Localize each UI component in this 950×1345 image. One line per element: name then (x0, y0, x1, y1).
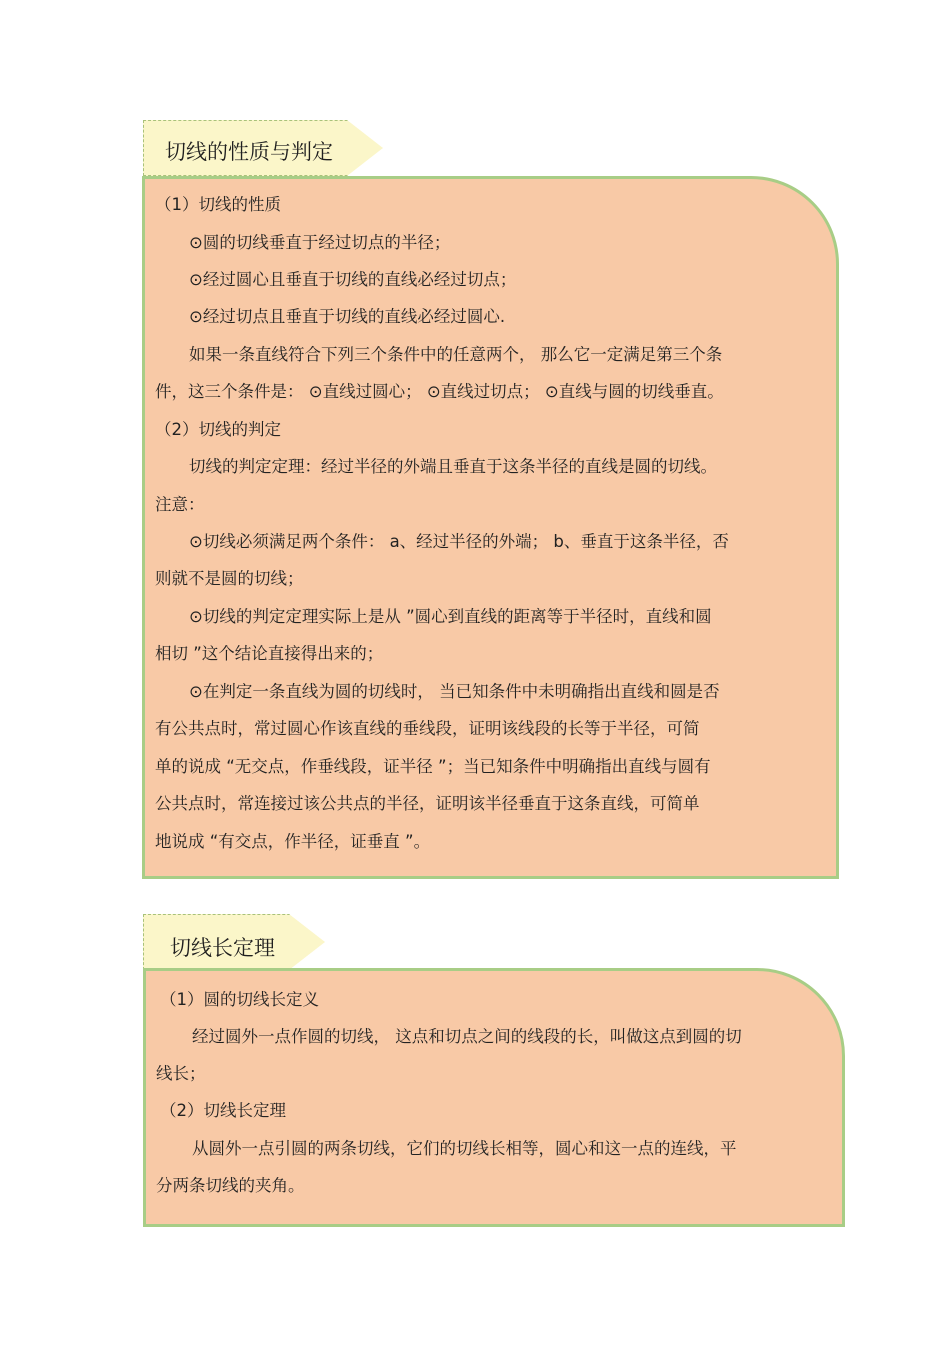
s2-definition-b: 线长； (156, 1064, 206, 1083)
section-2-panel (143, 968, 845, 1227)
s1-note-3b: 有公共点时，常过圆心作该直线的垂线段，证明该线段的长等于半径，可简 (155, 719, 700, 738)
s1-note-2b: 相切 ”这个结论直接得出来的； (155, 644, 384, 663)
section-1-panel (142, 176, 839, 879)
s1-property-1: ⊙圆的切线垂直于经过切点的半径； (189, 233, 451, 252)
s1-note-3e: 地说成 “有交点，作半径，证垂直 ”。 (155, 832, 431, 851)
s1-note-2a: ⊙切线的判定定理实际上是从 ”圆心到直线的距离等于半径时，直线和圆 (189, 607, 712, 626)
s1-note-3d: 公共点时，常连接过该公共点的半径，证明该半径垂直于这条直线，可简单 (155, 794, 700, 813)
s2-heading-definition: （1）圆的切线长定义 (160, 990, 319, 1009)
s1-note-3a: ⊙在判定一条直线为圆的切线时， 当已知条件中未明确指出直线和圆是否 (189, 682, 720, 701)
s1-property-3: ⊙经过切点且垂直于切线的直线必经过圆心. (189, 307, 506, 326)
s1-heading-properties: （1）切线的性质 (155, 195, 281, 214)
s1-paragraph-1a: 如果一条直线符合下列三个条件中的任意两个， 那么它一定满足第三个条 (189, 345, 723, 364)
s1-paragraph-1b: 件，这三个条件是： ⊙直线过圆心； ⊙直线过切点； ⊙直线与圆的切线垂直。 (155, 382, 724, 401)
s1-theorem: 切线的判定定理：经过半径的外端且垂直于这条半径的直线是圆的切线。 (189, 457, 717, 476)
s2-definition-a: 经过圆外一点作圆的切线， 这点和切点之间的线段的长，叫做这点到圆的切 (192, 1027, 742, 1046)
s1-heading-criteria: （2）切线的判定 (155, 420, 281, 439)
section-1-title: 切线的性质与判定 (165, 140, 333, 164)
s1-note-1b: 则就不是圆的切线； (155, 569, 304, 588)
s1-note-label: 注意： (155, 495, 205, 514)
s1-note-1a: ⊙切线必须满足两个条件： a、经过半径的外端； b、垂直于这条半径，否 (189, 532, 729, 551)
section-2-title: 切线长定理 (170, 936, 275, 960)
s1-note-3c: 单的说成 “无交点，作垂线段，证半径 ”；当已知条件中明确指出直线与圆有 (155, 757, 711, 776)
s2-theorem-b: 分两条切线的夹角。 (156, 1176, 305, 1195)
s2-theorem-a: 从圆外一点引圆的两条切线，它们的切线长相等，圆心和这一点的连线，平 (192, 1139, 737, 1158)
s2-heading-theorem: （2）切线长定理 (160, 1101, 286, 1120)
s1-property-2: ⊙经过圆心且垂直于切线的直线必经过切点； (189, 270, 517, 289)
